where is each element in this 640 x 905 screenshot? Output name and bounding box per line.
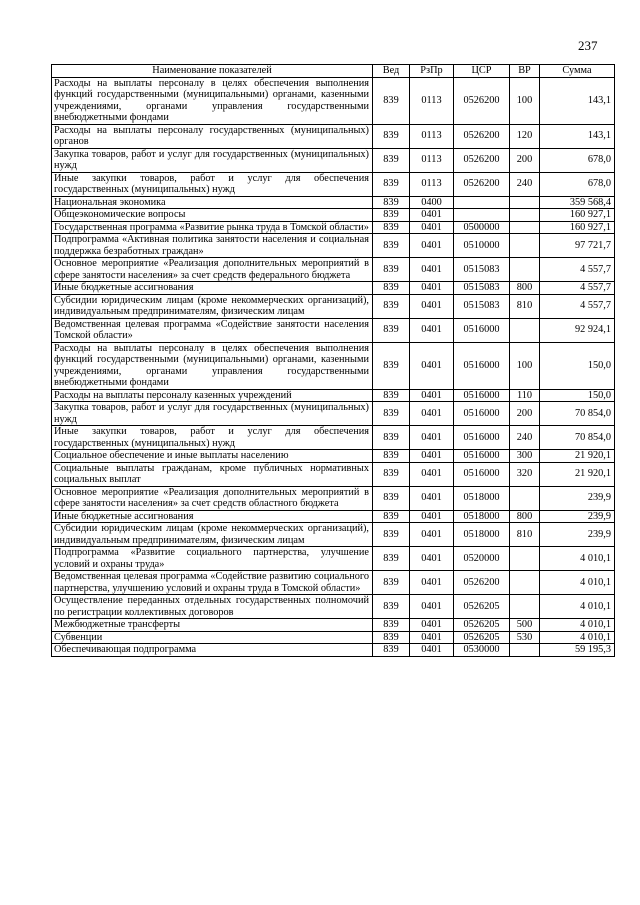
cell-rzpr: 0113 — [410, 124, 454, 148]
cell-name: Субвенции — [52, 631, 373, 644]
cell-rzpr: 0401 — [410, 402, 454, 426]
cell-name: Основное мероприятие «Реализация дополнительных мероприятий в сфере занятости населения» за счет средств областного бюджета — [52, 486, 373, 510]
cell-ved: 839 — [373, 644, 410, 657]
cell-sum: 160 927,1 — [540, 209, 615, 222]
cell-csr: 0526200 — [454, 77, 510, 124]
cell-sum: 4 010,1 — [540, 619, 615, 632]
cell-vr — [510, 547, 540, 571]
cell-sum: 678,0 — [540, 148, 615, 172]
table-row — [52, 148, 615, 172]
cell-name: Расходы на выплаты персоналу в целях обеспечения выполнения функций государственными (муниципальными) органами, казенными учреждениями, органами управления государственными внебюджетными фондами — [52, 342, 373, 389]
cell-ved: 839 — [373, 547, 410, 571]
cell-sum: 59 195,3 — [540, 644, 615, 657]
cell-csr: 0516000 — [454, 450, 510, 463]
cell-rzpr: 0113 — [410, 77, 454, 124]
table-row — [52, 631, 615, 644]
cell-csr — [454, 209, 510, 222]
cell-rzpr: 0400 — [410, 196, 454, 209]
cell-ved: 839 — [373, 124, 410, 148]
cell-rzpr: 0401 — [410, 486, 454, 510]
cell-name: Ведомственная целевая программа «Содействие развитию социального партнерства, улучшению условий и охраны труда в Томской области» — [52, 571, 373, 595]
table-row — [52, 644, 615, 657]
cell-name: Закупка товаров, работ и услуг для государственных (муниципальных) нужд — [52, 402, 373, 426]
cell-vr: 100 — [510, 342, 540, 389]
table-row — [52, 196, 615, 209]
table-row — [52, 523, 615, 547]
cell-name: Основное мероприятие «Реализация дополнительных мероприятий в сфере занятости населения» за счет средств федерального бюджета — [52, 258, 373, 282]
cell-csr: 0526200 — [454, 148, 510, 172]
cell-ved: 839 — [373, 209, 410, 222]
cell-rzpr: 0401 — [410, 450, 454, 463]
cell-ved: 839 — [373, 571, 410, 595]
table-row — [52, 234, 615, 258]
cell-sum: 4 557,7 — [540, 294, 615, 318]
cell-rzpr: 0401 — [410, 258, 454, 282]
cell-vr: 110 — [510, 389, 540, 402]
table-row — [52, 77, 615, 124]
cell-sum: 359 568,4 — [540, 196, 615, 209]
cell-csr — [454, 196, 510, 209]
cell-sum: 4 010,1 — [540, 547, 615, 571]
table-row — [52, 282, 615, 295]
cell-csr: 0526205 — [454, 595, 510, 619]
cell-name: Расходы на выплаты персоналу в целях обеспечения выполнения функций государственными (муниципальными) органами, казенными учреждениями, органами управления государственными внебюджетными фондами — [52, 77, 373, 124]
cell-ved: 839 — [373, 486, 410, 510]
cell-rzpr: 0401 — [410, 221, 454, 234]
cell-ved: 839 — [373, 402, 410, 426]
cell-csr: 0516000 — [454, 389, 510, 402]
cell-name: Иные бюджетные ассигнования — [52, 282, 373, 295]
cell-name: Ведомственная целевая программа «Содействие занятости населения Томской области» — [52, 318, 373, 342]
cell-vr — [510, 486, 540, 510]
cell-csr: 0518000 — [454, 486, 510, 510]
cell-sum: 70 854,0 — [540, 402, 615, 426]
cell-rzpr: 0401 — [410, 426, 454, 450]
page-number: 237 — [578, 38, 598, 53]
cell-rzpr: 0401 — [410, 209, 454, 222]
cell-csr: 0515083 — [454, 258, 510, 282]
budget-table — [51, 64, 615, 657]
header-sum: Сумма — [540, 65, 615, 78]
cell-name: Расходы на выплаты персоналу казенных учреждений — [52, 389, 373, 402]
cell-csr: 0518000 — [454, 523, 510, 547]
cell-vr: 100 — [510, 77, 540, 124]
cell-vr: 200 — [510, 402, 540, 426]
cell-name: Закупка товаров, работ и услуг для государственных (муниципальных) нужд — [52, 148, 373, 172]
cell-rzpr: 0401 — [410, 631, 454, 644]
cell-ved: 839 — [373, 510, 410, 523]
cell-csr: 0530000 — [454, 644, 510, 657]
cell-sum: 150,0 — [540, 342, 615, 389]
cell-vr: 240 — [510, 172, 540, 196]
cell-ved: 839 — [373, 318, 410, 342]
cell-sum: 150,0 — [540, 389, 615, 402]
header-rzpr: РзПр — [410, 65, 454, 78]
cell-csr: 0526205 — [454, 631, 510, 644]
cell-sum: 4 010,1 — [540, 571, 615, 595]
cell-csr: 0526205 — [454, 619, 510, 632]
table-row — [52, 258, 615, 282]
cell-rzpr: 0401 — [410, 510, 454, 523]
cell-ved: 839 — [373, 342, 410, 389]
cell-csr: 0515083 — [454, 294, 510, 318]
cell-sum: 92 924,1 — [540, 318, 615, 342]
cell-rzpr: 0113 — [410, 148, 454, 172]
cell-vr: 120 — [510, 124, 540, 148]
cell-vr — [510, 234, 540, 258]
table-row — [52, 318, 615, 342]
cell-rzpr: 0401 — [410, 282, 454, 295]
table-row — [52, 124, 615, 148]
cell-sum: 70 854,0 — [540, 426, 615, 450]
table-row — [52, 462, 615, 486]
cell-rzpr: 0401 — [410, 547, 454, 571]
cell-vr — [510, 196, 540, 209]
cell-ved: 839 — [373, 523, 410, 547]
cell-csr: 0515083 — [454, 282, 510, 295]
cell-name: Иные закупки товаров, работ и услуг для обеспечения государственных (муниципальных) нужд — [52, 426, 373, 450]
cell-csr: 0516000 — [454, 426, 510, 450]
cell-vr — [510, 209, 540, 222]
cell-ved: 839 — [373, 462, 410, 486]
cell-rzpr: 0401 — [410, 619, 454, 632]
cell-name: Национальная экономика — [52, 196, 373, 209]
cell-vr: 800 — [510, 282, 540, 295]
table-row — [52, 571, 615, 595]
cell-name: Осуществление переданных отдельных государственных полномочий по регистрации коллективных договоров — [52, 595, 373, 619]
cell-vr — [510, 318, 540, 342]
table-row — [52, 221, 615, 234]
cell-csr: 0526200 — [454, 571, 510, 595]
header-name: Наименование показателей — [52, 65, 373, 78]
cell-sum: 160 927,1 — [540, 221, 615, 234]
table-row — [52, 209, 615, 222]
cell-csr: 0516000 — [454, 462, 510, 486]
cell-csr: 0526200 — [454, 172, 510, 196]
cell-rzpr: 0401 — [410, 523, 454, 547]
cell-rzpr: 0401 — [410, 571, 454, 595]
cell-vr: 500 — [510, 619, 540, 632]
cell-name: Социальное обеспечение и иные выплаты населению — [52, 450, 373, 463]
cell-ved: 839 — [373, 77, 410, 124]
cell-name: Расходы на выплаты персоналу государственных (муниципальных) органов — [52, 124, 373, 148]
cell-vr: 200 — [510, 148, 540, 172]
header-ved: Вед — [373, 65, 410, 78]
cell-vr — [510, 644, 540, 657]
cell-vr — [510, 221, 540, 234]
cell-ved: 839 — [373, 450, 410, 463]
cell-csr: 0516000 — [454, 318, 510, 342]
cell-vr: 800 — [510, 510, 540, 523]
table-row — [52, 389, 615, 402]
table-row — [52, 619, 615, 632]
table-row — [52, 595, 615, 619]
cell-rzpr: 0113 — [410, 172, 454, 196]
cell-ved: 839 — [373, 619, 410, 632]
cell-name: Иные бюджетные ассигнования — [52, 510, 373, 523]
cell-ved: 839 — [373, 282, 410, 295]
cell-vr: 240 — [510, 426, 540, 450]
cell-rzpr: 0401 — [410, 389, 454, 402]
cell-sum: 239,9 — [540, 523, 615, 547]
cell-csr: 0518000 — [454, 510, 510, 523]
cell-rzpr: 0401 — [410, 318, 454, 342]
cell-vr: 810 — [510, 523, 540, 547]
cell-sum: 143,1 — [540, 77, 615, 124]
cell-sum: 678,0 — [540, 172, 615, 196]
table-row — [52, 402, 615, 426]
table-header-row — [52, 65, 615, 78]
cell-rzpr: 0401 — [410, 644, 454, 657]
cell-name: Субсидии юридическим лицам (кроме некоммерческих организаций), индивидуальным предпринимателям, физическим лицам — [52, 294, 373, 318]
header-vr: ВР — [510, 65, 540, 78]
table-body — [52, 77, 615, 656]
cell-vr: 320 — [510, 462, 540, 486]
cell-ved: 839 — [373, 172, 410, 196]
cell-rzpr: 0401 — [410, 462, 454, 486]
cell-sum: 4 010,1 — [540, 631, 615, 644]
cell-name: Субсидии юридическим лицам (кроме некоммерческих организаций), индивидуальным предпринимателям, физическим лицам — [52, 523, 373, 547]
cell-sum: 21 920,1 — [540, 450, 615, 463]
cell-vr — [510, 258, 540, 282]
cell-name: Подпрограмма «Развитие социального партнерства, улучшение условий и охраны труда» — [52, 547, 373, 571]
cell-sum: 4 010,1 — [540, 595, 615, 619]
cell-name: Социальные выплаты гражданам, кроме публичных нормативных социальных выплат — [52, 462, 373, 486]
table-row — [52, 547, 615, 571]
cell-ved: 839 — [373, 294, 410, 318]
cell-sum: 239,9 — [540, 486, 615, 510]
table-row — [52, 450, 615, 463]
cell-name: Обеспечивающая подпрограмма — [52, 644, 373, 657]
table-row — [52, 486, 615, 510]
table-row — [52, 426, 615, 450]
cell-sum: 4 557,7 — [540, 282, 615, 295]
cell-vr — [510, 595, 540, 619]
cell-csr: 0510000 — [454, 234, 510, 258]
cell-csr: 0520000 — [454, 547, 510, 571]
cell-rzpr: 0401 — [410, 595, 454, 619]
cell-ved: 839 — [373, 595, 410, 619]
cell-vr: 530 — [510, 631, 540, 644]
cell-vr — [510, 571, 540, 595]
cell-ved: 839 — [373, 426, 410, 450]
cell-name: Государственная программа «Развитие рынка труда в Томской области» — [52, 221, 373, 234]
table-row — [52, 172, 615, 196]
cell-ved: 839 — [373, 196, 410, 209]
cell-ved: 839 — [373, 389, 410, 402]
cell-ved: 839 — [373, 258, 410, 282]
cell-vr: 300 — [510, 450, 540, 463]
cell-ved: 839 — [373, 221, 410, 234]
table-row — [52, 510, 615, 523]
cell-sum: 97 721,7 — [540, 234, 615, 258]
cell-rzpr: 0401 — [410, 234, 454, 258]
cell-csr: 0516000 — [454, 402, 510, 426]
header-csr: ЦСР — [454, 65, 510, 78]
cell-sum: 239,9 — [540, 510, 615, 523]
cell-csr: 0516000 — [454, 342, 510, 389]
cell-sum: 143,1 — [540, 124, 615, 148]
cell-sum: 21 920,1 — [540, 462, 615, 486]
cell-rzpr: 0401 — [410, 342, 454, 389]
cell-name: Иные закупки товаров, работ и услуг для обеспечения государственных (муниципальных) нужд — [52, 172, 373, 196]
cell-ved: 839 — [373, 148, 410, 172]
cell-csr: 0526200 — [454, 124, 510, 148]
table-row — [52, 294, 615, 318]
cell-ved: 839 — [373, 234, 410, 258]
table-row — [52, 342, 615, 389]
cell-vr: 810 — [510, 294, 540, 318]
cell-sum: 4 557,7 — [540, 258, 615, 282]
cell-rzpr: 0401 — [410, 294, 454, 318]
cell-name: Общеэкономические вопросы — [52, 209, 373, 222]
cell-name: Межбюджетные трансферты — [52, 619, 373, 632]
cell-name: Подпрограмма «Активная политика занятости населения и социальная поддержка безработных граждан» — [52, 234, 373, 258]
cell-csr: 0500000 — [454, 221, 510, 234]
cell-ved: 839 — [373, 631, 410, 644]
